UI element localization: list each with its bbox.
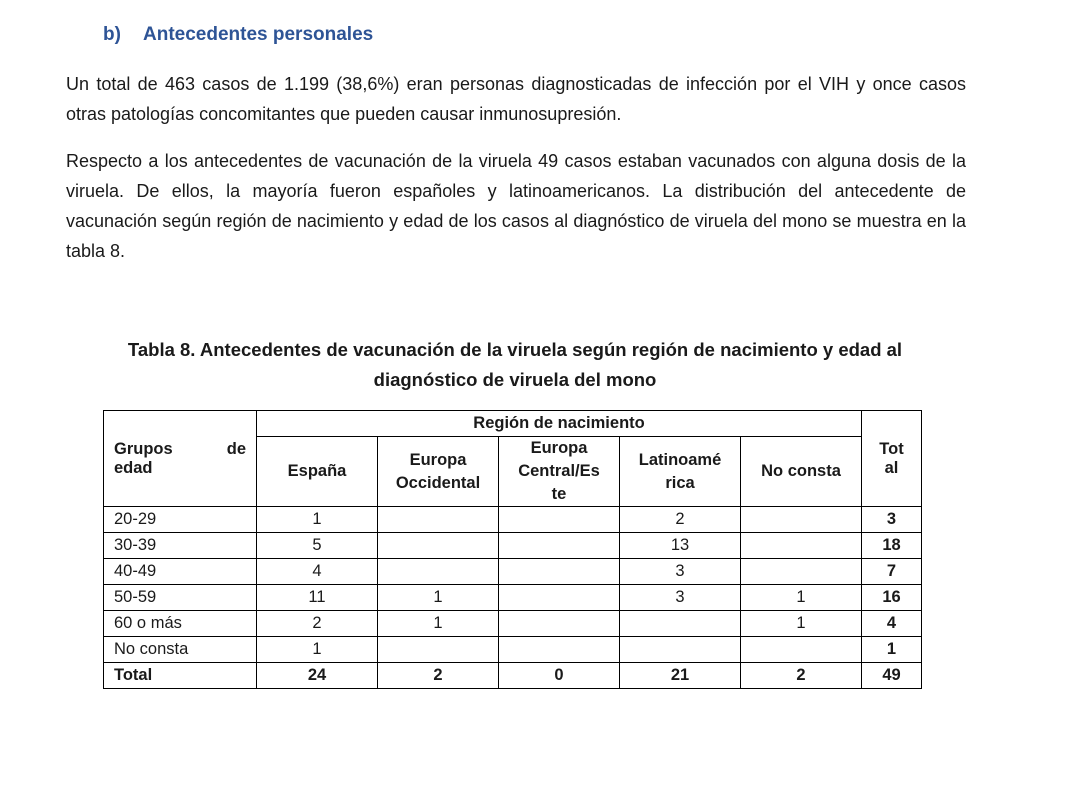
table-cell [378, 533, 499, 559]
header-espana [257, 437, 378, 507]
table-cell: 2 [620, 507, 741, 533]
table-cell: 2 [257, 611, 378, 637]
table-cell: 1 [741, 611, 862, 637]
header-europa-occidental-line1: Europa [409, 450, 467, 469]
table-cell: 1 [257, 637, 378, 663]
table-cell [499, 611, 620, 637]
table-cell: 3 [620, 585, 741, 611]
table-cell [499, 585, 620, 611]
row-total-cell: 16 [862, 585, 922, 611]
header-grupos-word: Grupos [114, 439, 173, 458]
header-no-consta [741, 437, 862, 507]
row-total-cell: 4 [862, 611, 922, 637]
table-caption-line1: Tabla 8. Antecedentes de vacunación de la viruela según región de nacimiento y edad al [127, 339, 903, 360]
table-row [104, 585, 922, 611]
header-espana-line1: España [287, 462, 347, 480]
table-cell [499, 507, 620, 533]
header-edad-word: edad [114, 458, 153, 477]
header-total-line2: al [884, 458, 899, 477]
table-cell [741, 637, 862, 663]
table-cell [378, 637, 499, 663]
table-cell [741, 559, 862, 585]
table-cell [378, 507, 499, 533]
table-row [104, 559, 922, 585]
table-cell [378, 559, 499, 585]
table-cell: 4 [257, 559, 378, 585]
table-header-row-region [104, 411, 922, 437]
section-title: Antecedentes personales [143, 24, 374, 45]
table-cell: 5 [257, 533, 378, 559]
table-cell: 11 [257, 585, 378, 611]
table-cell [499, 533, 620, 559]
header-europa-central-line2: Central/Es [518, 462, 600, 480]
paragraph-vacunacion: Respecto a los antecedentes de vacunación de la viruela 49 casos estaban vacunados con alguna dosis de la viruela. De ellos, la mayoría fueron españoles y latinoamericanos. La distribución del antecedente de vacunación según región de nacimiento y edad de los casos al diagnóstico de viruela del mono se muestra en la tabla 8. [66, 151, 966, 261]
header-europa-occidental [378, 437, 499, 507]
table-caption [60, 335, 970, 395]
table-row [104, 507, 922, 533]
paragraph-vih: Un total de 463 casos de 1.199 (38,6%) eran personas diagnosticadas de infección por el VIH y once casos otras patologías concomitantes que pueden causar inmunosupresión. [66, 74, 966, 124]
table-cell: 1 [741, 585, 862, 611]
row-group-label: No consta [104, 637, 257, 663]
table-cell [499, 559, 620, 585]
vaccination-table [103, 410, 922, 689]
row-total-cell: 3 [862, 507, 922, 533]
row-group-label: 30-39 [104, 533, 257, 559]
row-group-label: 40-49 [104, 559, 257, 585]
header-total-line1: Tot [879, 439, 904, 458]
total-row-label: Total [104, 663, 257, 689]
row-group-label: 20-29 [104, 507, 257, 533]
table-cell [741, 507, 862, 533]
header-latinoamerica-line2: rica [665, 473, 695, 492]
header-europa-occidental-line2: Occidental [395, 473, 481, 492]
table-cell: 3 [620, 559, 741, 585]
header-europa-central-este [499, 437, 620, 507]
table-cell: 13 [620, 533, 741, 559]
table-cell [741, 533, 862, 559]
section-number: b) [103, 24, 121, 45]
table-cell [620, 611, 741, 637]
row-group-label: 50-59 [104, 585, 257, 611]
row-total-cell: 1 [862, 637, 922, 663]
table-total-row [104, 663, 922, 689]
table-cell: 1 [257, 507, 378, 533]
header-region: Región de nacimiento [257, 411, 862, 437]
table-cell [620, 637, 741, 663]
section-heading [103, 24, 373, 46]
header-europa-central-line3: te [551, 485, 567, 503]
total-cell: 2 [378, 663, 499, 689]
header-no-consta-line1: No consta [761, 462, 841, 480]
header-de-word: de [226, 439, 246, 458]
total-cell: 21 [620, 663, 741, 689]
grand-total-cell: 49 [862, 663, 922, 689]
table-cell: 1 [378, 585, 499, 611]
table-row [104, 637, 922, 663]
header-total [862, 411, 922, 507]
row-total-cell: 7 [862, 559, 922, 585]
header-latinoamerica [620, 437, 741, 507]
table-row [104, 611, 922, 637]
header-latinoamerica-line1: Latinoamé [638, 450, 722, 469]
total-cell: 24 [257, 663, 378, 689]
table-caption-line2: diagnóstico de viruela del mono [373, 369, 657, 390]
row-group-label: 60 o más [104, 611, 257, 637]
table-cell [499, 637, 620, 663]
table-row [104, 533, 922, 559]
table-cell: 1 [378, 611, 499, 637]
header-grupos-edad [104, 411, 257, 507]
header-europa-central-line1: Europa [530, 439, 588, 457]
row-total-cell: 18 [862, 533, 922, 559]
total-cell: 0 [499, 663, 620, 689]
total-cell: 2 [741, 663, 862, 689]
